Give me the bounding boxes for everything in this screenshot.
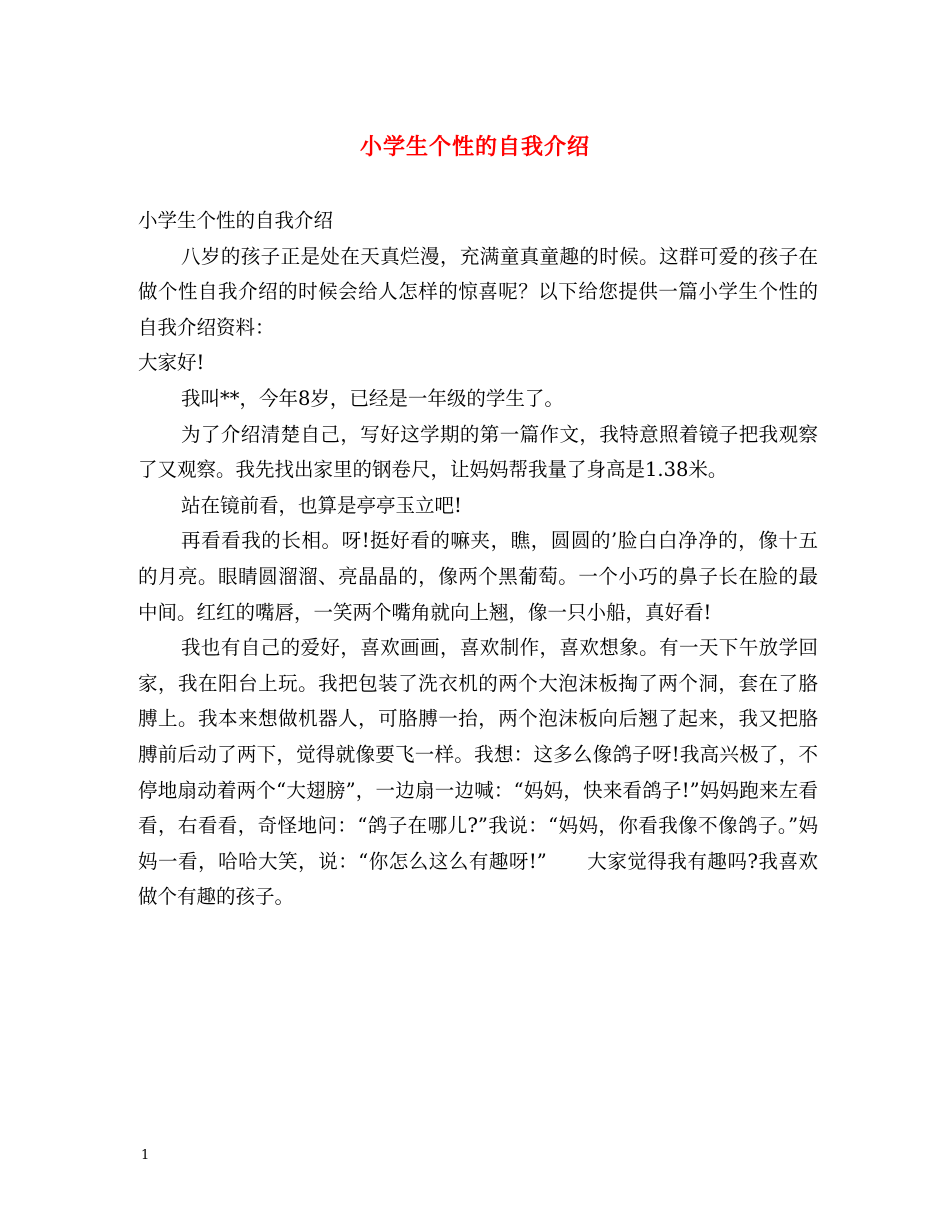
paragraph-heading: 小学生个性的自我介绍 (138, 209, 334, 232)
paragraph-appearance: 再看看我的长相。呀!挺好看的嘛夹，瞧，圆圆的’脸白白净净的，像十五的月亮。眼睛圆溜溜、亮晶晶的，像两个黑葡萄。一个小巧的鼻子长在脸的最中间。红红的嘴唇，一笑两个嘴角就向上翘，像一只小船，真好看! (138, 529, 818, 624)
paragraph-intro: 八岁的孩子正是处在天真烂漫，充满童真童趣的时候。这群可爱的孩子在做个性自我介绍的时候会给人怎样的惊喜呢？以下给您提供一篇小学生个性的自我介绍资料： (138, 244, 818, 339)
paragraph-observation: 为了介绍清楚自己，写好这学期的第一篇作文，我特意照着镜子把我观察了又观察。我先找出家里的钢卷尺，让妈妈帮我量了身高是1.38米。 (138, 422, 818, 482)
paragraph-hobby-story: 我也有自己的爱好，喜欢画画，喜欢制作，喜欢想象。有一天下午放学回家，我在阳台上玩。我把包装了洗衣机的两个大泡沫板掏了两个洞，套在了胳膊上。我本来想做机器人，可胳膊一抬，两个泡沫板向后翘了起来，我又把胳膊前后动了两下，觉得就像要飞一样。我想：这多么像鸽子呀!我高兴极了，不停地扇动着两个“大翅膀”，一边扇一边喊：“妈妈，快来看鸽子!”妈妈跑来左看看，右看看，奇怪地问：“鸽子在哪儿?”我说：“妈妈，你看我像不像鸽子。”妈妈一看，哈哈大笑，说：“你怎么这么有趣呀!” 大家觉得我有趣吗?我喜欢做个有趣的孩子。 (138, 636, 818, 909)
document-body (138, 203, 818, 915)
page-number: 1 (141, 1148, 150, 1163)
paragraph-mirror: 站在镜前看，也算是亭亭玉立吧! (181, 493, 462, 517)
paragraph-greeting: 大家好! (138, 351, 205, 375)
paragraph-name-age: 我叫**，今年8岁，已经是一年级的学生了。 (181, 386, 564, 410)
document-title: 小学生个性的自我介绍 (359, 134, 590, 160)
